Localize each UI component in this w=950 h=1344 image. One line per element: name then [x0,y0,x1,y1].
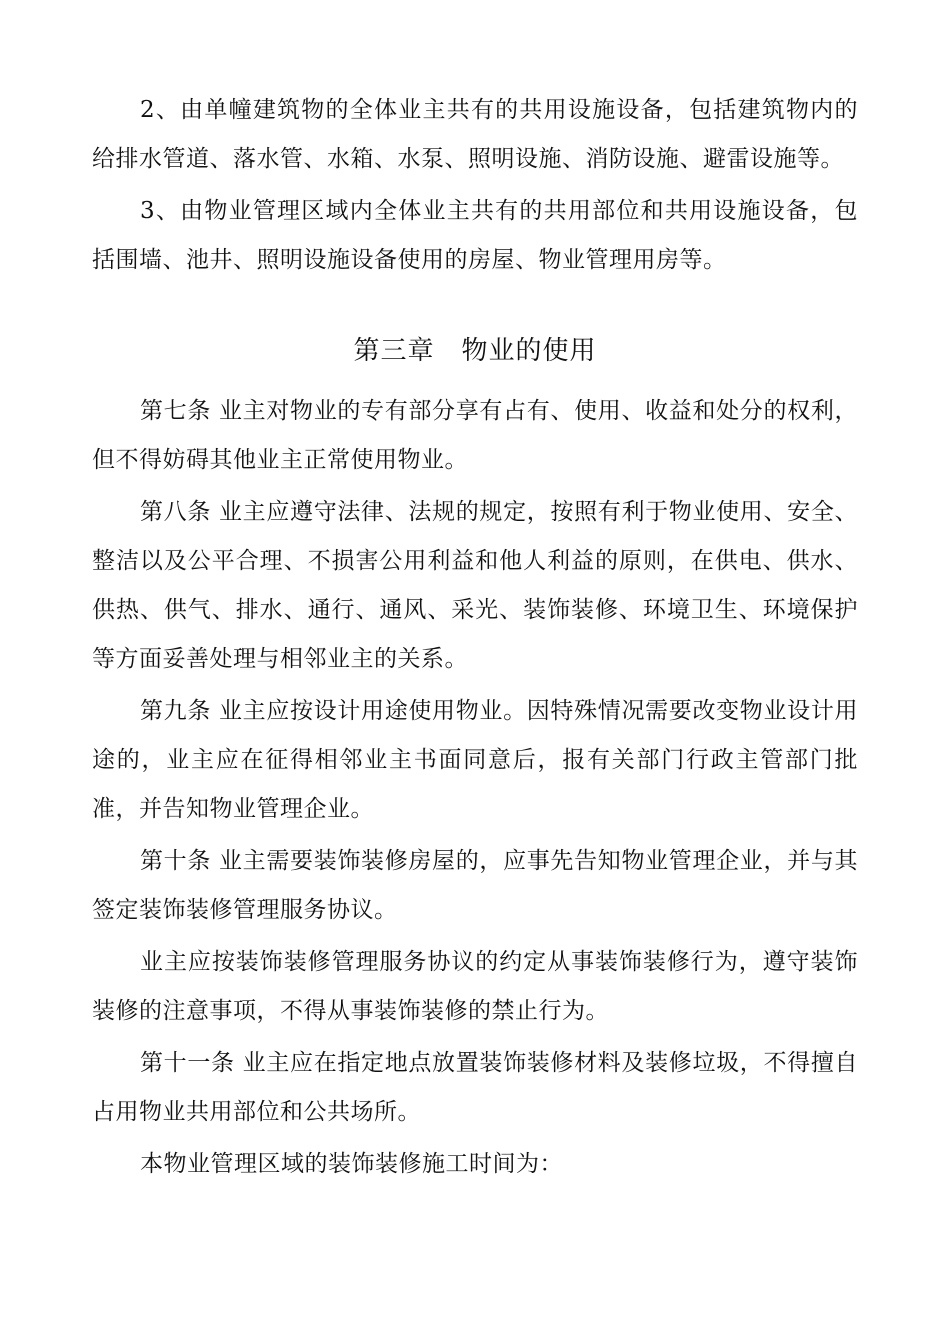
article-7: 第七条 业主对物业的专有部分享有占有、使用、收益和处分的权利，但不得妨碍其他业主正常使用物业。 [92,398,858,473]
paragraph-item-3: 3、由物业管理区域内全体业主共有的共用部位和共用设施设备，包括围墙、池井、照明设施设备使用的房屋、物业管理用房等。 [92,198,858,273]
renovation-time-paragraph: 本物业管理区域的装饰装修施工时间为： [140,1151,563,1177]
article-11: 第十一条 业主应在指定地点放置装饰装修材料及装修垃圾，不得擅自占用物业共用部位和公共场所。 [92,1050,858,1125]
article-8: 第八条 业主应遵守法律、法规的规定，按照有利于物业使用、安全、整洁以及公平合理、不损害公用利益和他人利益的原则，在供电、供水、供热、供气、排水、通行、通风、采光、装饰装修、环境卫生、环境保护等方面妥善处理与相邻业主的关系。 [92,499,858,672]
article-10: 第十条 业主需要装饰装修房屋的，应事先告知物业管理企业，并与其签定装饰装修管理服务协议。 [92,848,858,923]
paragraph-item-2: 2、由单幢建筑物的全体业主共有的共用设施设备，包括建筑物内的给排水管道、落水管、水箱、水泵、照明设施、消防设施、避雷设施等。 [92,97,858,172]
article-9: 第九条 业主应按设计用途使用物业。因特殊情况需要改变物业设计用途的，业主应在征得相邻业主书面同意后，报有关部门行政主管部门批准，并告知物业管理企业。 [92,698,858,822]
document-page [92,86,858,1189]
article-10-continuation: 业主应按装饰装修管理服务协议的约定从事装饰装修行为，遵守装饰装修的注意事项，不得从事装饰装修的禁止行为。 [92,949,858,1024]
chapter-title: 第三章 物业的使用 [353,336,597,366]
